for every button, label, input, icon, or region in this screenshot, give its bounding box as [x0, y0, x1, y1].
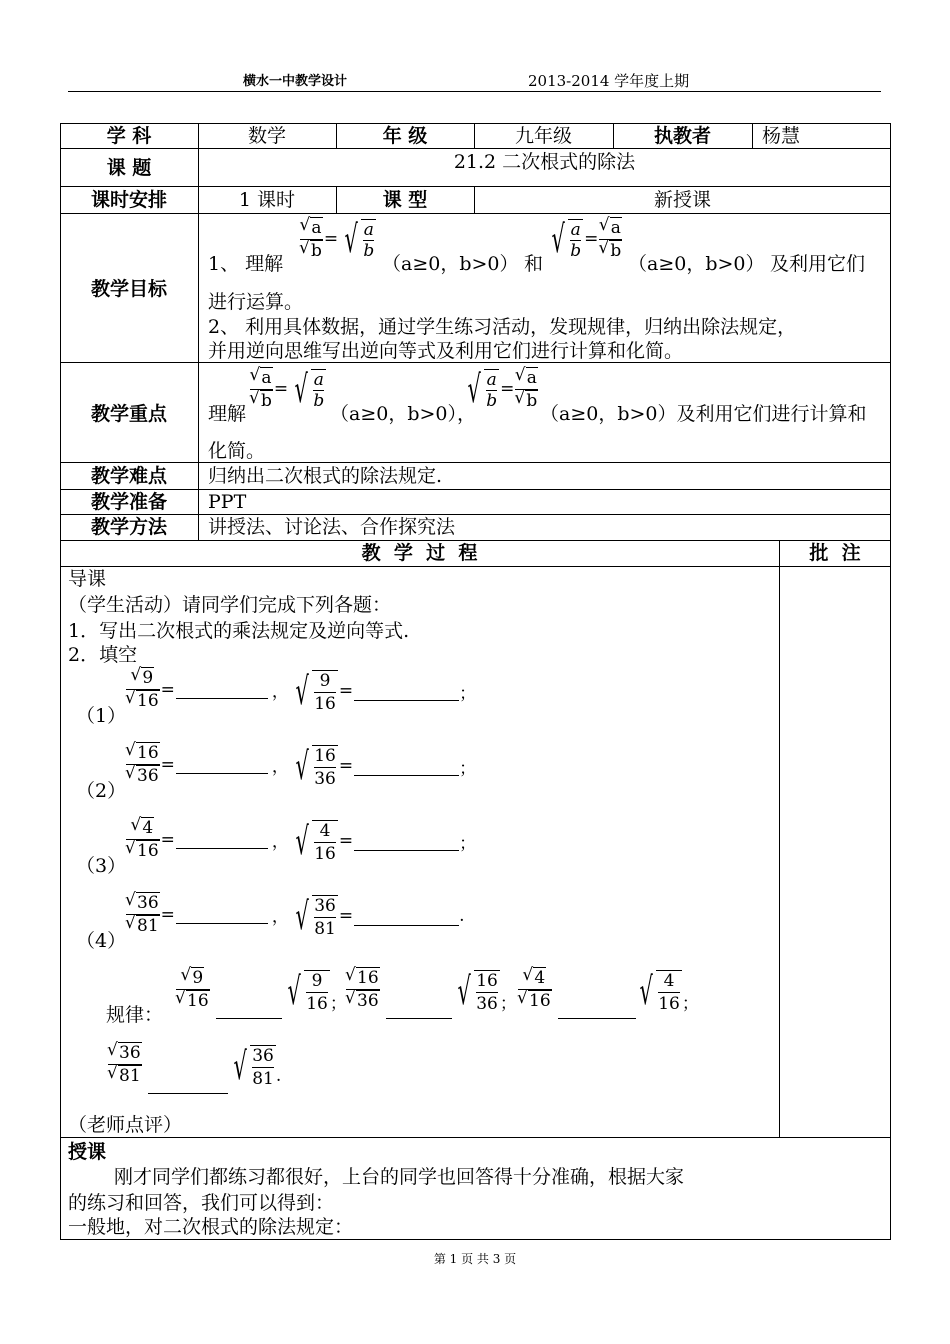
numerator: 16	[137, 743, 159, 763]
rule-whole-fraction: √ 16 36 ；	[457, 969, 517, 1014]
exercise-label: （1）	[76, 705, 127, 727]
numerator: 4	[663, 971, 675, 991]
answer-blank	[176, 905, 268, 924]
numerator: 9	[319, 671, 331, 691]
rule-label: 规律：	[106, 1004, 164, 1026]
rule-whole-fraction: √ 9 16 ；	[287, 969, 347, 1014]
intro-activity: （学生活动）请同学们完成下列各题：	[68, 594, 392, 616]
numerator: 16	[476, 971, 498, 991]
grade-value: 九年级	[514, 125, 572, 147]
teacher-value: 杨慧	[762, 125, 801, 147]
grade-label: 年 级	[382, 125, 428, 147]
teach-title: 授课	[68, 1141, 107, 1163]
teach-line3: 一般地，对二次根式的除法规定：	[68, 1216, 354, 1238]
exercise-whole-fraction: √ 36 81 = .	[295, 894, 465, 939]
subject-value: 数学	[247, 125, 286, 147]
prep-text: PPT	[208, 491, 247, 513]
topic-label: 课 题	[106, 157, 152, 179]
goal1-cond: （a≥0，b>0）	[382, 253, 519, 275]
numerator: 9	[192, 968, 204, 988]
answer-blank	[176, 830, 268, 849]
type-label: 课 型	[382, 189, 428, 211]
rule-whole-fraction: √ 4 16 ；	[639, 969, 699, 1014]
intro-q1: 1．写出二次根式的乘法规定及逆向等式.	[68, 620, 410, 642]
focus-label: 教学重点	[90, 403, 167, 425]
answer-blank	[354, 682, 459, 701]
denominator: 16	[306, 994, 328, 1014]
denominator: 16	[314, 694, 336, 714]
teach-line1: 刚才同学们都练习都很好，上台的同学也回答得十分准确，根据大家	[114, 1166, 685, 1188]
exercise-split-fraction: √ 9 √ 16 = ，	[126, 668, 289, 711]
answer-blank	[176, 755, 268, 774]
col-divider	[752, 123, 753, 148]
rule-blank	[386, 1000, 452, 1019]
focus-cond-2: （a≥0，b>0）及利用它们进行计算和	[540, 403, 867, 425]
answer-blank	[354, 832, 459, 851]
focus-formula-1: √ a √ b = √ a b	[250, 367, 326, 411]
focus-prefix: 理解	[208, 403, 247, 425]
process-label: 教 学 过 程	[361, 542, 478, 564]
school-header: 横水一中教学设计	[243, 74, 348, 89]
numerator: 4	[319, 821, 331, 841]
hours-value: 1 课时	[238, 189, 296, 211]
hours-label: 课时安排	[90, 189, 167, 211]
page-footer: 第 1 页 共 3 页	[433, 1252, 517, 1266]
rule-split-fraction	[518, 968, 636, 1011]
teach-line2: 的练习和回答，我们可以得到：	[68, 1192, 335, 1214]
exercise-whole-fraction: √ 4 16 = ；	[295, 819, 477, 864]
type-value: 新授课	[653, 189, 711, 211]
rule-whole-fraction: √ 36 81 .	[233, 1044, 282, 1089]
intro-q2: 2．填空	[68, 644, 138, 666]
focus-cond-1: （a≥0，b>0），	[330, 403, 477, 425]
term-header: 2013-2014 学年度上期	[528, 72, 690, 90]
prep-label: 教学准备	[90, 491, 167, 513]
subject-label: 学 科	[106, 125, 152, 147]
denominator: 36	[137, 766, 159, 786]
exercise-split-fraction: √ 4 √ 16 = ，	[126, 818, 289, 861]
rule-blank	[148, 1075, 228, 1094]
rule-split-fraction	[176, 968, 282, 1011]
denominator: 81	[137, 916, 159, 936]
notes-label: 批 注	[809, 542, 861, 564]
answer-blank	[176, 680, 268, 699]
goal2-line2: 并用逆向思维写出逆向等式及利用它们进行计算和化简。	[208, 340, 684, 362]
goal1-and: 和	[524, 253, 544, 275]
row-divider	[60, 462, 891, 463]
goal-formula-1: √ a √ b = √ a b	[300, 217, 376, 261]
denominator: 16	[137, 841, 159, 861]
exercise-split-fraction: √ 36 √ 81 = ，	[126, 893, 289, 936]
teacher-review: （老师点评）	[68, 1114, 183, 1136]
denominator: 16	[314, 844, 336, 864]
numerator: 4	[534, 968, 546, 988]
rule-blank	[216, 1000, 282, 1019]
numerator: 16	[314, 746, 336, 766]
col-divider	[779, 540, 780, 1137]
difficulty-text: 归纳出二次根式的除法规定.	[208, 465, 443, 487]
numerator: 36	[252, 1046, 274, 1066]
teacher-label: 执教者	[653, 125, 711, 147]
denominator: 36	[314, 769, 336, 789]
denominator: 16	[658, 994, 680, 1014]
rule-blank	[558, 1000, 636, 1019]
topic-value: 21.2 二次根式的除法	[453, 151, 636, 173]
numerator: 36	[119, 1043, 141, 1063]
denominator: 16	[137, 691, 159, 711]
method-label: 教学方法	[90, 516, 167, 538]
row-divider	[60, 213, 891, 214]
goal-formula-2: √ a b = √ a √ b	[546, 217, 622, 261]
numerator: 16	[357, 968, 379, 988]
denominator: 36	[357, 991, 379, 1011]
exercise-split-fraction: √ 16 √ 36 = ，	[126, 743, 289, 786]
exercise-label: （4）	[76, 930, 127, 952]
header-rule	[68, 91, 881, 92]
rule-split-fraction	[108, 1043, 228, 1086]
col-divider	[198, 123, 199, 540]
rule-split-fraction	[346, 968, 452, 1011]
numerator: 9	[311, 971, 323, 991]
answer-blank	[354, 757, 459, 776]
method-text: 讲授法、讨论法、合作探究法	[208, 516, 456, 538]
goal2-line1: 2、 利用具体数据，通过学生练习活动，发现规律，归纳出除法规定，	[208, 316, 797, 338]
denominator: 16	[529, 991, 551, 1011]
row-divider	[60, 148, 891, 149]
goal1-cond-2: （a≥0，b>0）	[628, 253, 765, 275]
exercise-label: （2）	[76, 780, 127, 802]
exercise-whole-fraction: √ 9 16 = ；	[295, 669, 477, 714]
focus-line2: 化简。	[208, 440, 266, 462]
numerator: 4	[142, 818, 154, 838]
row-divider	[60, 566, 891, 567]
goal1-line2: 进行运算。	[208, 291, 304, 313]
exercise-label: （3）	[76, 855, 127, 877]
row-divider	[60, 186, 891, 187]
numerator: 36	[314, 896, 336, 916]
difficulty-label: 教学难点	[90, 465, 167, 487]
denominator: 81	[314, 919, 336, 939]
denominator: 81	[252, 1069, 274, 1089]
answer-blank	[354, 907, 459, 926]
denominator: 36	[476, 994, 498, 1014]
exercise-whole-fraction: √ 16 36 = ；	[295, 744, 477, 789]
numerator: 9	[142, 668, 154, 688]
goal1-prefix: 1、 理解	[208, 253, 284, 275]
denominator: 16	[187, 991, 209, 1011]
row-divider	[60, 1137, 891, 1138]
intro-title: 导课	[68, 568, 107, 590]
numerator: 36	[137, 893, 159, 913]
denominator: 81	[119, 1066, 141, 1086]
goal1-suffix: 及利用它们	[770, 253, 866, 275]
goals-label: 教学目标	[90, 278, 167, 300]
focus-formula-2: √ a b = √ a √ b	[462, 367, 538, 411]
